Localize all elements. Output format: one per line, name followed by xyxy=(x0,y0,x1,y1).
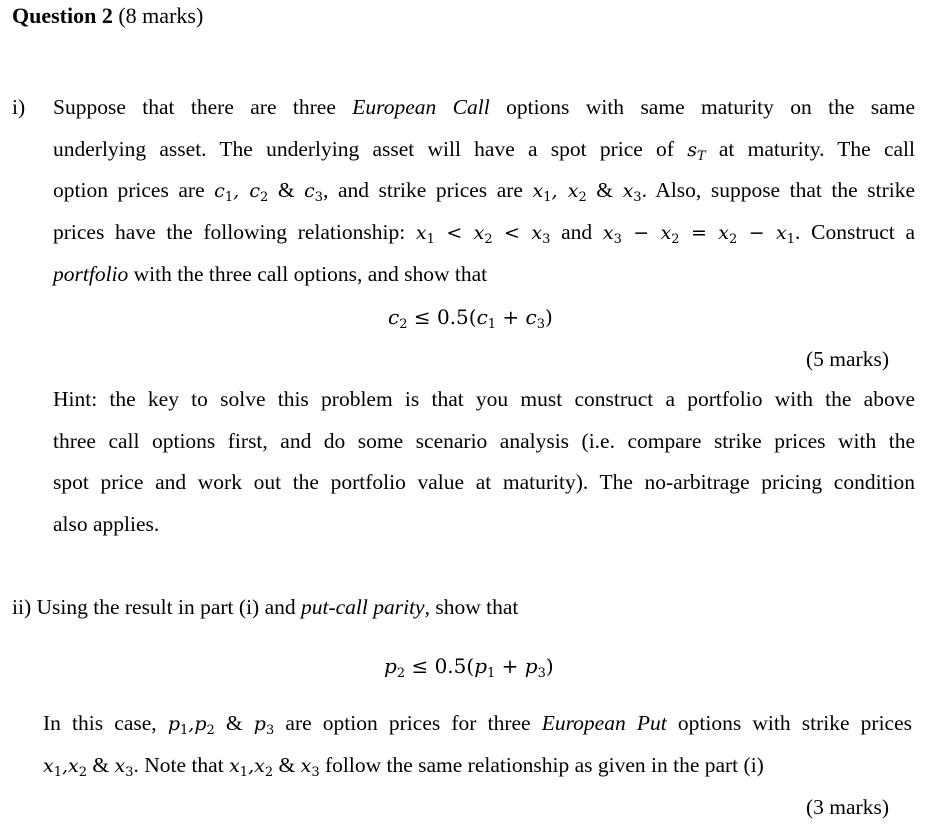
call-prices-math: $c_1$, $c_2$ xyxy=(214,180,269,205)
question-title xyxy=(12,3,203,29)
strike-inequality-math: $x_1 < x_2 < x_3$ xyxy=(415,222,551,247)
european-call-term: European Call xyxy=(352,95,490,119)
spot-price-symbol: $s_T$ xyxy=(687,139,706,164)
portfolio-term: portfolio xyxy=(53,262,129,286)
part-ii-marks: (3 marks) xyxy=(806,795,889,819)
part-i-line-4: prices have the following relationship: $x_1 < x_2 < x_3$ and $x_3 - x_2 = x_2 - x_1$. Construct a xyxy=(53,220,915,247)
part-i-equation: $c_2 \le 0.5(c_1 + c_3)$ xyxy=(388,305,553,332)
part-ii-label: ii) xyxy=(12,595,32,619)
question-marks: (8 marks) xyxy=(118,3,204,28)
put-call-parity-term: put-call parity xyxy=(301,595,425,619)
part-i-line-2: underlying asset. The underlying asset will have a spot price of $s_T$ at maturity. The call xyxy=(53,137,915,164)
put-prices-math: $p_1,p_2$ xyxy=(167,713,215,738)
hint-line-3: spot price and work out the portfolio value at maturity). The no-arbitrage pricing condition xyxy=(53,470,915,494)
part-i-line-3: option prices are $c_1$, $c_2$ & $c_3$, and strike prices are $x_1$, $x_2$ & $x_3$. Also, suppose that the strike xyxy=(53,178,915,205)
hint-line-2: three call options first, and do some scenario analysis (i.e. compare strike prices with the xyxy=(53,429,915,453)
hint-line-4: also applies. xyxy=(53,512,160,536)
strike-difference-math: $x_3 - x_2 = x_2 - x_1$ xyxy=(602,222,796,247)
part-ii-line-2: In this case, $p_1,p_2$ & $p_3$ are option prices for three European Put options with strike prices xyxy=(43,711,912,738)
part-ii-equation: $p_2 \le 0.5(p_1 + p_3)$ xyxy=(384,654,554,681)
part-ii-line-3: $x_1,x_2$ & $x_3$. Note that $x_1,x_2$ & $x_3$ follow the same relationship as given in the part (i) xyxy=(43,753,764,780)
strike-prices-math-2: $x_1,x_2$ xyxy=(43,755,88,780)
part-ii-line-1: ii) Using the result in part (i) and put-call parity, show that xyxy=(12,595,519,619)
hint-line-1: Hint: the key to solve this problem is that you must construct a portfolio with the above xyxy=(53,387,915,411)
european-put-term: European Put xyxy=(541,711,667,735)
strike-prices-math: $x_1$, $x_2$ xyxy=(532,180,587,205)
question-number: Question 2 xyxy=(12,3,113,28)
part-i-line-1: Suppose that there are three European Call options with same maturity on the same xyxy=(53,95,915,119)
part-i-label: i) xyxy=(12,95,26,119)
part-i-marks: (5 marks) xyxy=(806,347,889,371)
part-i-line-5: portfolio with the three call options, and show that xyxy=(53,262,488,286)
